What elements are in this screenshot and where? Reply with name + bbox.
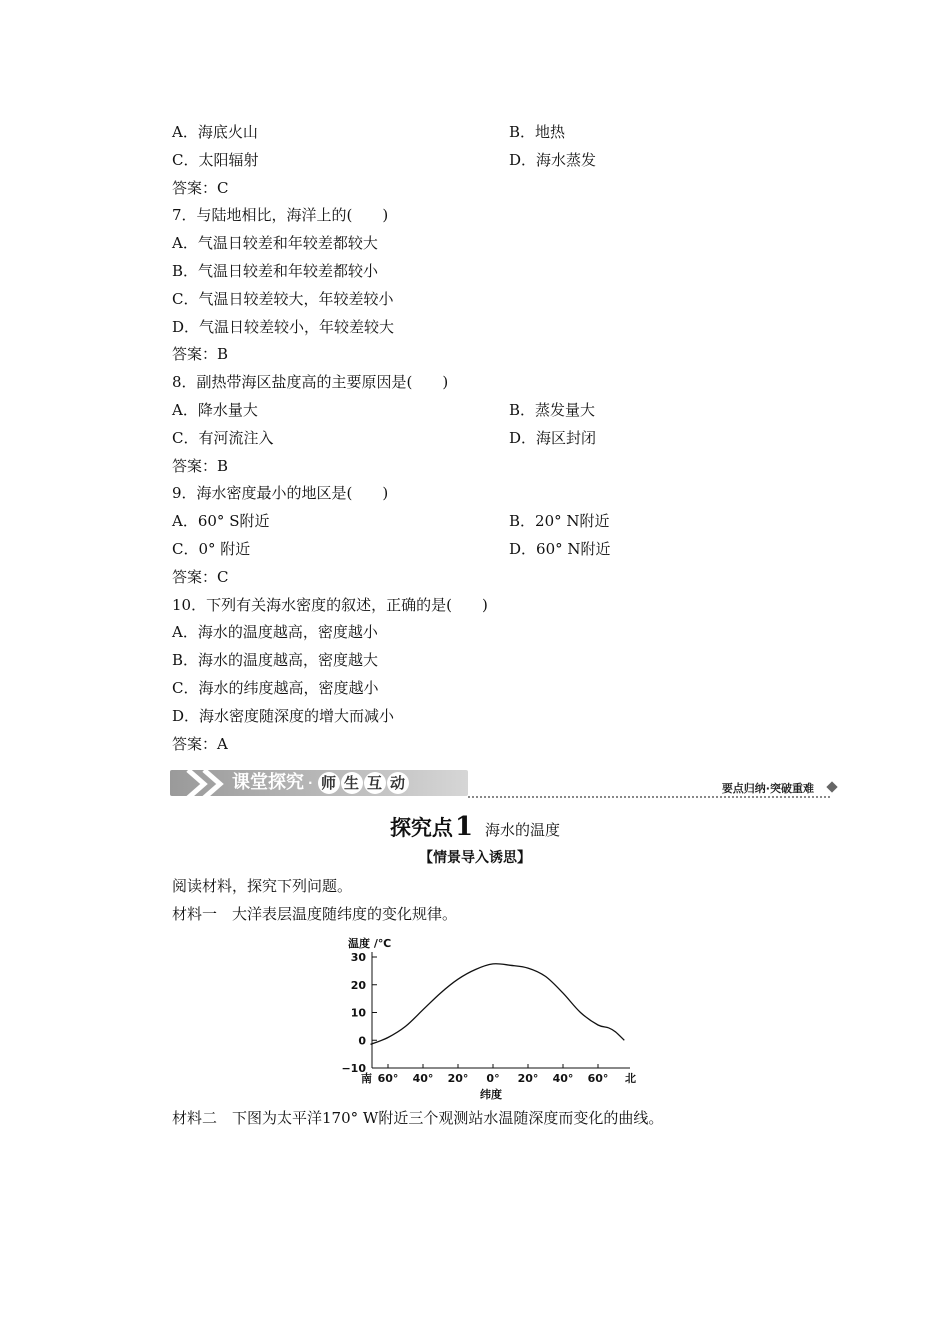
section-subhead: 【情景导入诱思】 — [419, 850, 531, 866]
text-line: 8．副热带海区盐度高的主要原因是( ) — [172, 373, 449, 391]
text-line: 答案：C — [172, 179, 229, 197]
text-line-option-right: D．60° N附近 — [509, 540, 611, 558]
text-line: B．气温日较差和年较差都较小 — [172, 262, 379, 280]
y-tick-label: −10 — [341, 1062, 366, 1075]
x-tick-label: 20° — [517, 1072, 539, 1085]
text-line: C．0° 附近 — [172, 540, 251, 558]
text-line: A．海底火山 — [172, 123, 258, 141]
banner-char-3: 互 — [364, 772, 386, 794]
text-line: 7．与陆地相比，海洋上的( ) — [172, 206, 389, 224]
text-line: 10．下列有关海水密度的叙述，正确的是( ) — [172, 596, 488, 614]
text-line-option-right: B．20° N附近 — [509, 512, 610, 530]
text-line: A．气温日较差和年较差都较大 — [172, 234, 378, 252]
temperature-curve — [371, 964, 625, 1045]
section-subtitle: 海水的温度 — [485, 821, 561, 839]
text-line: D．气温日较差较小，年较差较大 — [172, 318, 395, 336]
text-line: B．海水的温度越高，密度越大 — [172, 651, 379, 669]
x-tick-label: 40° — [412, 1072, 434, 1085]
x-tick-label: 20° — [447, 1072, 469, 1085]
text-line: C．有河流注入 — [172, 429, 274, 447]
intro-paragraph: 阅读材料，探究下列问题。 — [172, 877, 353, 895]
banner-dotted-rule — [468, 796, 830, 798]
text-line: C．海水的纬度越高，密度越小 — [172, 679, 379, 697]
text-line: 答案：C — [172, 568, 229, 586]
x-end-left-label: 南 — [361, 1072, 372, 1085]
y-axis-label: 温度 /℃ — [348, 937, 392, 950]
text-line: C．气温日较差较大，年较差较小 — [172, 290, 394, 308]
x-ticks — [378, 1064, 609, 1085]
y-tick-label: 30 — [350, 951, 366, 964]
banner-char-4: 动 — [387, 772, 409, 794]
banner-right-label: 要点归纳·突破重难 — [721, 782, 814, 795]
banner-char-1: 师 — [318, 772, 340, 794]
banner-char-2: 生 — [341, 772, 363, 794]
x-tick-label: 40° — [552, 1072, 574, 1085]
x-axis-label: 纬度 — [480, 1088, 502, 1101]
text-line: A．降水量大 — [172, 401, 258, 419]
material-one: 材料一 大洋表层温度随纬度的变化规律。 — [172, 905, 458, 923]
section-banner — [170, 768, 840, 800]
text-line-option-right: B．地热 — [509, 123, 566, 141]
text-line: 答案：A — [172, 735, 228, 753]
text-line-option-right: D．海区封闭 — [509, 429, 597, 447]
x-tick-label: 60° — [377, 1072, 399, 1085]
text-line: A．海水的温度越高，密度越小 — [172, 623, 378, 641]
text-line: 9．海水密度最小的地区是( ) — [172, 484, 389, 502]
y-tick-label: 10 — [350, 1006, 366, 1020]
text-line: 答案：B — [172, 345, 229, 363]
text-line: D．海水密度随深度的增大而减小 — [172, 707, 395, 725]
x-tick-label: 0° — [486, 1072, 500, 1085]
section-number: 1 — [454, 812, 474, 842]
text-line: A．60° S附近 — [172, 512, 270, 530]
y-tick-label: 20 — [350, 978, 366, 992]
diamond-icon — [826, 781, 837, 792]
text-line-option-right: D．海水蒸发 — [509, 151, 597, 169]
temperature-latitude-chart — [330, 930, 650, 1102]
section-title: 探究点 — [389, 816, 453, 840]
text-line: C．太阳辐射 — [172, 151, 259, 169]
text-line-option-right: B．蒸发量大 — [509, 401, 596, 419]
x-end-right-label: 北 — [625, 1072, 636, 1085]
chevron-arrow-icon — [184, 768, 234, 800]
y-tick-label: 0 — [358, 1034, 366, 1048]
section-heading — [0, 812, 950, 842]
x-tick-label: 60° — [587, 1072, 609, 1085]
material-two: 材料二 下图为太平洋170° W附近三个观测站水温随深度而变化的曲线。 — [172, 1109, 664, 1127]
banner-dot: · — [308, 776, 313, 790]
text-line: 答案：B — [172, 457, 229, 475]
banner-title-part1: 课堂探究 — [232, 772, 304, 793]
banner-title — [232, 770, 409, 796]
